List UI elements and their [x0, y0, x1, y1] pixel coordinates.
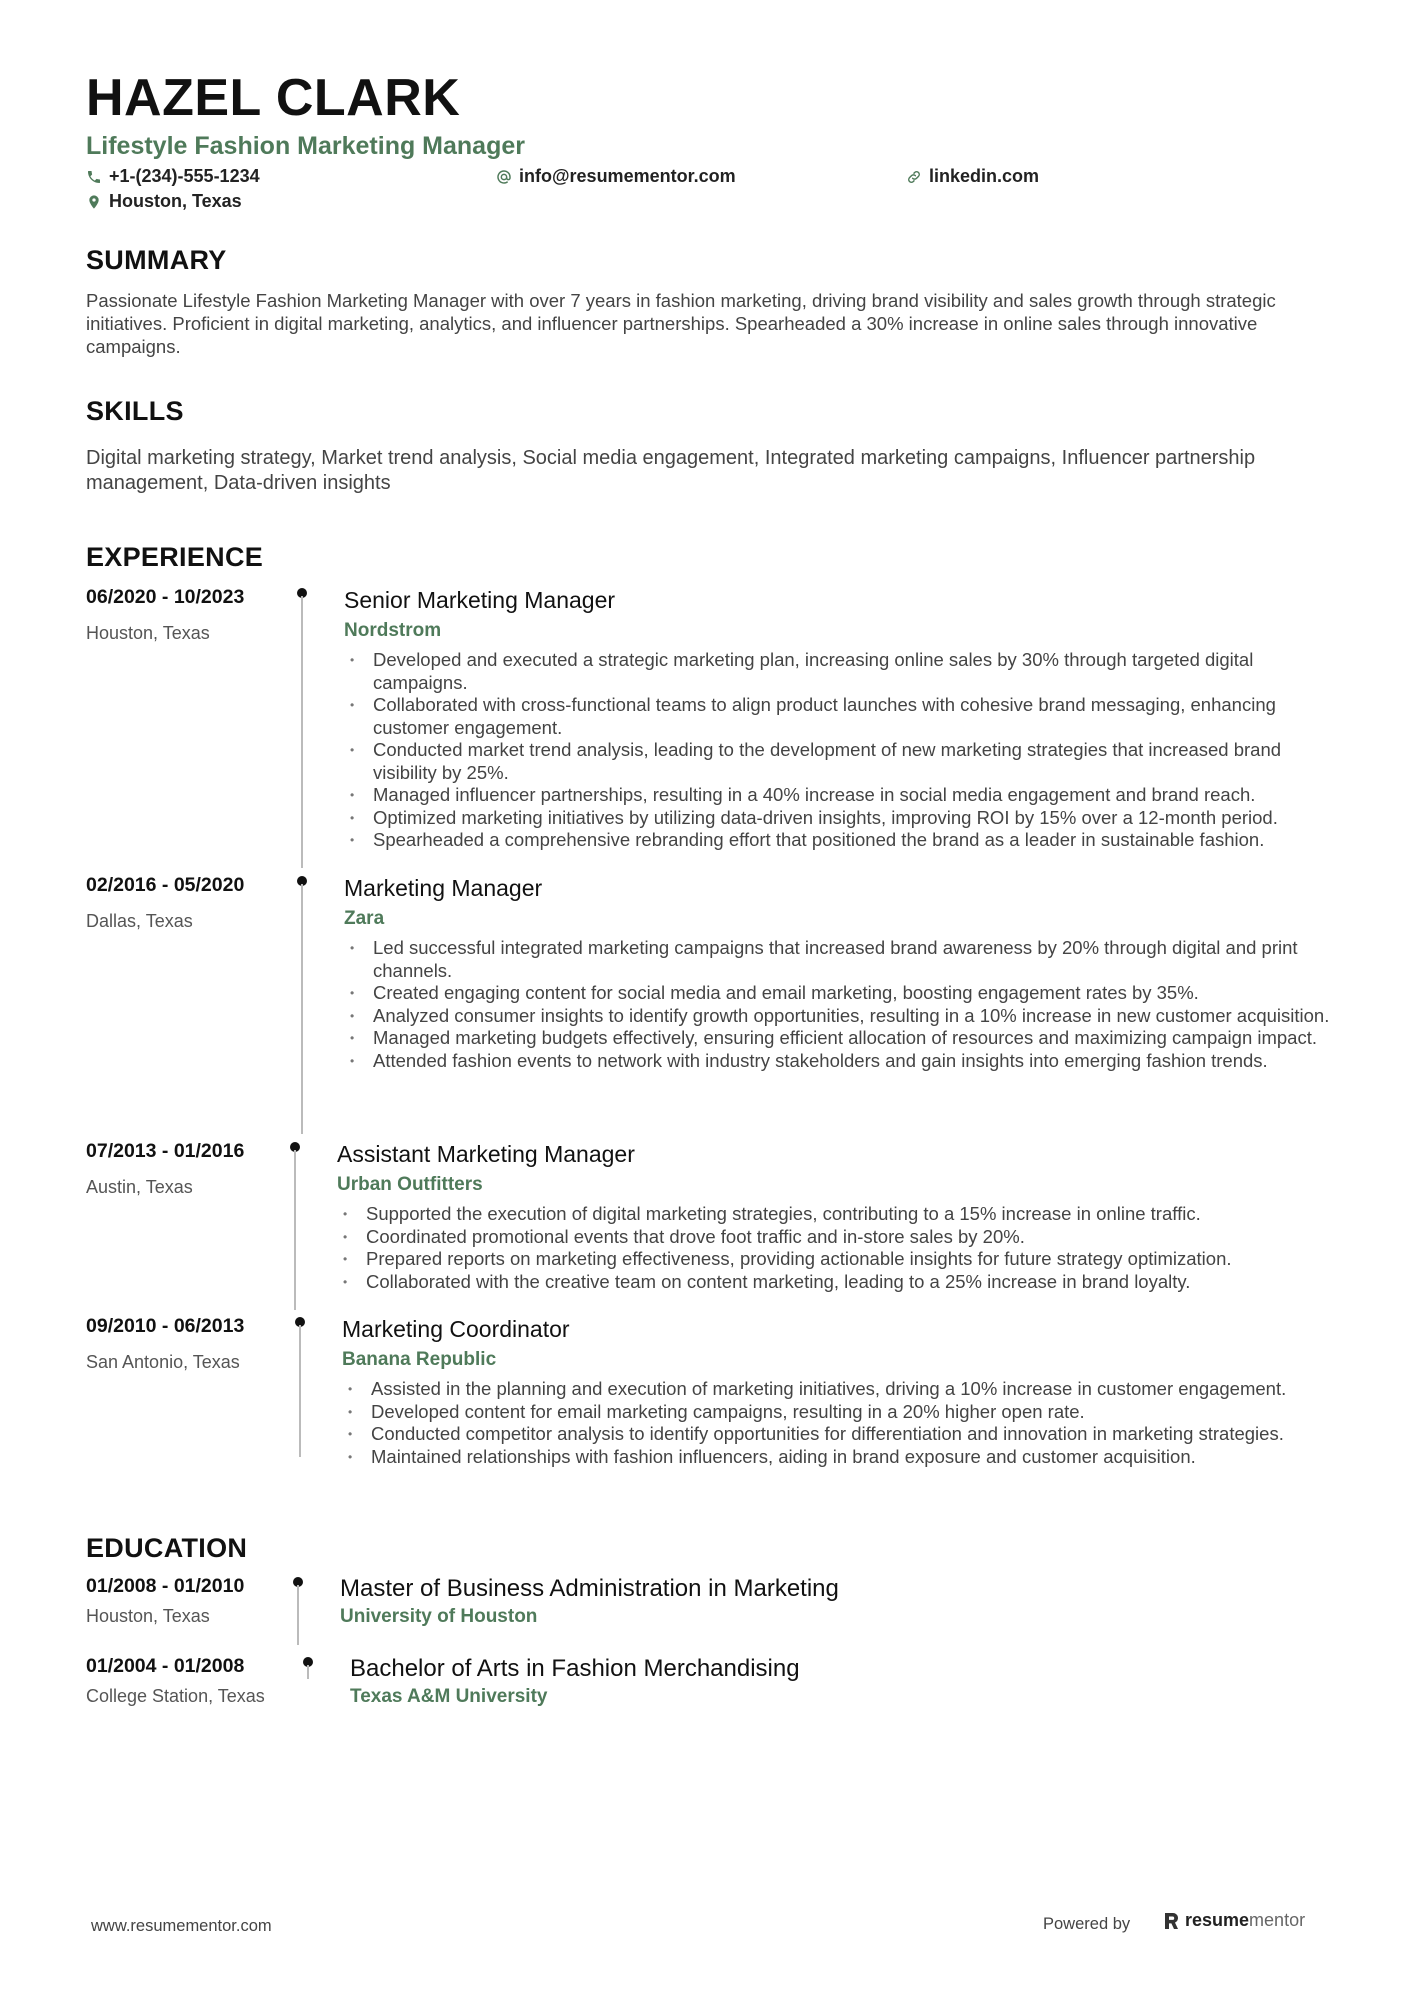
experience-entry — [86, 874, 1336, 1134]
job-bullet: • Analyzed consumer insights to identify growth opportunities, resulting in a 10% increase in new customer acquisition. — [344, 1005, 1344, 1028]
link-icon — [906, 169, 922, 185]
job-bullet: • Developed content for email marketing campaigns, resulting in a 20% higher open rate. — [342, 1401, 1342, 1424]
job-bullet: • Supported the execution of digital marketing strategies, contributing to a 15% increase in online traffic. — [337, 1203, 1342, 1226]
job-company: Zara — [344, 908, 385, 929]
candidate-name: HAZEL CLARK — [86, 69, 461, 127]
job-bullets — [344, 649, 1344, 852]
logo-text-bold: resume — [1185, 1910, 1250, 1930]
contact-linkedin[interactable] — [906, 166, 1039, 188]
phone-text: +1-(234)-555-1234 — [109, 166, 260, 186]
job-bullet: • Attended fashion events to network with industry stakeholders and gain insights into emerging fashion trends. — [344, 1050, 1344, 1073]
skills-text: Digital marketing strategy, Market trend analysis, Social media engagement, Integrated marketing campaigns, Influencer partnership management, Data-driven insights — [86, 447, 1256, 494]
job-location: Austin, Texas — [86, 1177, 193, 1197]
footer-website[interactable]: www.resumementor.com — [91, 1917, 272, 1935]
job-role: Senior Marketing Manager — [344, 587, 616, 613]
job-location: Houston, Texas — [86, 623, 210, 643]
location-text: Houston, Texas — [109, 191, 242, 211]
experience-heading: EXPERIENCE — [86, 542, 264, 572]
education-entry — [86, 1575, 1336, 1650]
logo-text-light: mentor — [1249, 1910, 1306, 1930]
job-bullet: • Assisted in the planning and execution of marketing initiatives, driving a 10% increase in customer engagement. — [342, 1378, 1342, 1401]
job-company: Nordstrom — [344, 620, 442, 641]
education-degree: Master of Business Administration in Marketing — [340, 1575, 839, 1602]
location-pin-icon — [86, 194, 102, 210]
job-role: Marketing Coordinator — [342, 1316, 570, 1342]
job-bullets — [337, 1203, 1342, 1293]
email-text[interactable]: info@resumementor.com — [519, 166, 736, 186]
education-entry — [86, 1655, 1336, 1720]
summary-text: Passionate Lifestyle Fashion Marketing Manager with over 7 years in fashion marketing, driving brand visibility and sales growth through strategic initiatives. Proficient in digital marketing, analytics, and influencer partnerships. Spearheaded a 30% increase in online sales through innovative campaigns. — [86, 290, 1276, 357]
job-role: Assistant Marketing Manager — [337, 1141, 635, 1167]
job-bullet: • Collaborated with the creative team on content marketing, leading to a 25% increase in brand loyalty. — [337, 1271, 1342, 1294]
job-bullet: • Optimized marketing initiatives by utilizing data-driven insights, improving ROI by 15% over a 12-month period. — [344, 807, 1344, 830]
job-bullet: • Prepared reports on marketing effectiveness, providing actionable insights for future strategy optimization. — [337, 1248, 1342, 1271]
skills-heading: SKILLS — [86, 396, 184, 426]
education-dates: 01/2004 - 01/2008 — [86, 1655, 245, 1677]
job-dates: 07/2013 - 01/2016 — [86, 1140, 245, 1162]
timeline-line — [301, 596, 303, 868]
job-bullet: • Conducted market trend analysis, leading to the development of new marketing strategies that increased brand visibility by 25%. — [344, 739, 1344, 784]
job-bullets — [342, 1378, 1342, 1468]
experience-entry — [86, 1140, 1336, 1310]
timeline-line — [297, 1585, 299, 1645]
job-bullet: • Managed influencer partnerships, resulting in a 40% increase in social media engagement and brand reach. — [344, 784, 1344, 807]
job-dates: 02/2016 - 05/2020 — [86, 874, 245, 896]
resumementor-logo-icon — [1162, 1911, 1180, 1931]
job-location: Dallas, Texas — [86, 911, 193, 931]
candidate-title: Lifestyle Fashion Marketing Manager — [86, 132, 525, 160]
job-dates: 06/2020 - 10/2023 — [86, 586, 245, 608]
experience-entry — [86, 586, 1336, 866]
job-bullet: • Maintained relationships with fashion influencers, aiding in brand exposure and customer acquisition. — [342, 1446, 1342, 1469]
at-icon — [496, 169, 512, 185]
education-school: University of Houston — [340, 1606, 538, 1627]
job-company: Urban Outfitters — [337, 1174, 483, 1195]
education-heading: EDUCATION — [86, 1533, 248, 1563]
education-degree: Bachelor of Arts in Fashion Merchandising — [350, 1655, 800, 1682]
timeline-line — [294, 1150, 296, 1310]
timeline-line — [301, 884, 303, 1134]
education-location: College Station, Texas — [86, 1686, 265, 1706]
job-bullets — [344, 937, 1344, 1072]
contact-phone — [86, 166, 260, 188]
job-company: Banana Republic — [342, 1349, 497, 1370]
footer-logo[interactable] — [1162, 1910, 1305, 1931]
timeline-line — [299, 1325, 301, 1457]
timeline-line — [307, 1665, 309, 1679]
job-location: San Antonio, Texas — [86, 1352, 240, 1372]
job-role: Marketing Manager — [344, 875, 543, 901]
job-dates: 09/2010 - 06/2013 — [86, 1315, 245, 1337]
phone-icon — [86, 169, 102, 185]
contact-email[interactable] — [496, 166, 736, 188]
job-bullet: • Managed marketing budgets effectively, ensuring efficient allocation of resources and maximizing campaign impact. — [344, 1027, 1344, 1050]
job-bullet: • Coordinated promotional events that drove foot traffic and in-store sales by 20%. — [337, 1226, 1342, 1249]
experience-entry — [86, 1315, 1336, 1515]
job-bullet: • Created engaging content for social media and email marketing, boosting engagement rates by 35%. — [344, 982, 1344, 1005]
footer-powered-by: Powered by — [1043, 1915, 1131, 1933]
linkedin-text[interactable]: linkedin.com — [929, 166, 1040, 186]
job-bullet: • Collaborated with cross-functional teams to align product launches with cohesive brand messaging, enhancing customer engagement. — [344, 694, 1344, 739]
contact-location — [86, 191, 242, 213]
job-bullet: • Conducted competitor analysis to identify opportunities for differentiation and innovation in marketing strategies. — [342, 1423, 1342, 1446]
job-bullet: • Led successful integrated marketing campaigns that increased brand awareness by 20% through digital and print channels. — [344, 937, 1344, 982]
job-bullet: • Spearheaded a comprehensive rebranding effort that positioned the brand as a leader in sustainable fashion. — [344, 829, 1344, 852]
education-dates: 01/2008 - 01/2010 — [86, 1575, 245, 1597]
job-bullet: • Developed and executed a strategic marketing plan, increasing online sales by 30% through targeted digital campaigns. — [344, 649, 1344, 694]
summary-heading: SUMMARY — [86, 245, 227, 275]
education-school: Texas A&M University — [350, 1686, 548, 1707]
education-location: Houston, Texas — [86, 1606, 210, 1626]
